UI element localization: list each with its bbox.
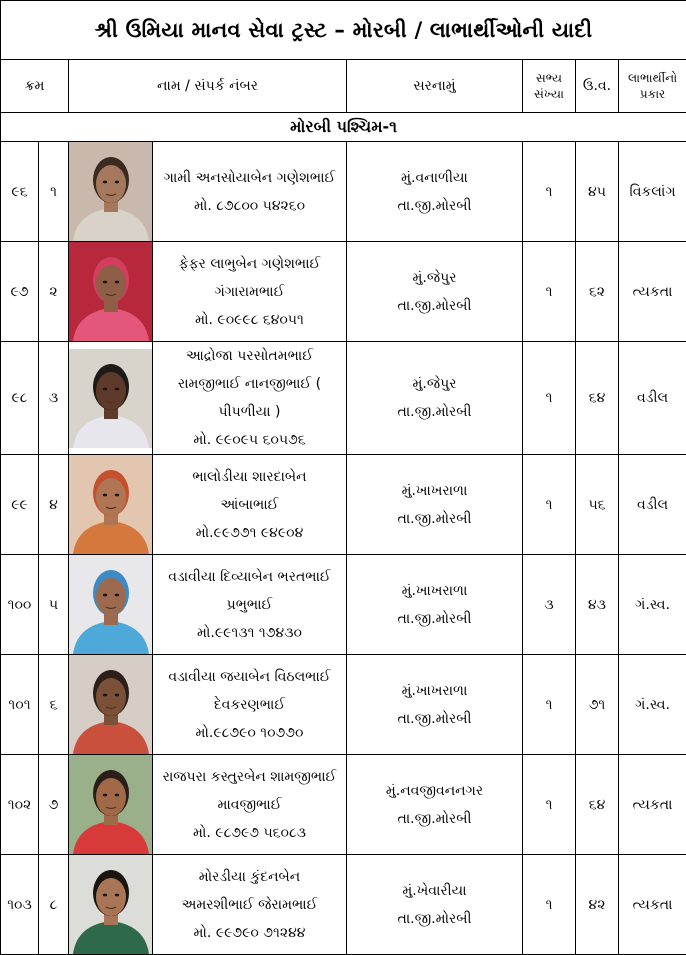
age: ૫૬ — [576, 455, 619, 555]
name-line: મો. ૯૯૭૯૦ ૭૧૨૪૪ — [157, 919, 342, 947]
name-line: મો.૯૮૭૯૦ ૧૦૭૭૦ — [157, 719, 342, 747]
sub-number: ૩ — [39, 342, 69, 455]
address — [347, 342, 523, 455]
name-line: રામજીભાઈ નાનજીભાઈ ( — [157, 370, 342, 398]
address-line: મું.ખાખરાળા — [347, 577, 522, 605]
address-line: મું.ખેવારીયા — [347, 877, 522, 905]
sub-number: ૭ — [39, 755, 69, 855]
name-line: મો.૯૯૧૩૧ ૧૭૪૩૦ — [157, 619, 342, 647]
sub-number: ૪ — [39, 455, 69, 555]
address-line: મું.જેપુર — [347, 370, 522, 398]
name-line: દેવકરણભાઈ — [157, 691, 342, 719]
age: ૬૪ — [576, 755, 619, 855]
address-line: તા.જી.મોરબી — [347, 192, 522, 220]
name-contact — [153, 342, 347, 455]
member-count: ૧ — [523, 455, 576, 555]
member-count: ૧ — [523, 342, 576, 455]
address-line: તા.જી.મોરબી — [347, 292, 522, 320]
name-line: ભાલોડીયા શારદાબેન — [157, 463, 342, 491]
beneficiary-type: વિકલાંગ — [619, 142, 686, 242]
sub-number: ૫ — [39, 555, 69, 655]
name-line: મો.૯૯૭૭૧ ૯૪૯૦૪ — [157, 519, 342, 547]
name-line: આદ્રોજા પરસોતમભાઈ — [157, 342, 342, 370]
header-address: સરનામું — [347, 60, 523, 113]
serial-number: ૯૭ — [1, 242, 39, 342]
beneficiary-type: ત્યકતા — [619, 755, 686, 855]
address-line: મું.નવજીવનનગર — [347, 777, 522, 805]
header-members: સભ્ય સંખ્યા — [523, 60, 576, 113]
name-line: પ્રભુભાઈ — [157, 591, 342, 619]
name-line: રાજપરા કસ્તુરબેન શામજીભાઈ — [157, 763, 342, 791]
age: ૬૨ — [576, 242, 619, 342]
name-contact — [153, 142, 347, 242]
address-line: મું.ખાખરાળા — [347, 677, 522, 705]
header-age: ઉ.વ. — [576, 60, 619, 113]
address-line: તા.જી.મોરબી — [347, 605, 522, 633]
table-row — [1, 342, 686, 455]
sub-number: ૬ — [39, 655, 69, 755]
address — [347, 455, 523, 555]
portrait-photo — [69, 755, 153, 854]
address-line: તા.જી.મોરબી — [347, 805, 522, 833]
header-row — [1, 60, 686, 113]
section-heading: મોરબી પશ્ચિમ-૧ — [1, 113, 686, 142]
beneficiary-type: વડીલ — [619, 455, 686, 555]
name-line: ગંગારામભાઈ — [157, 278, 342, 306]
name-line: પીપળીયા ) — [157, 398, 342, 426]
photo-cell — [69, 755, 153, 855]
age: ૪૨ — [576, 855, 619, 955]
address-line: તા.જી.મોરબી — [347, 505, 522, 533]
age: ૪૫ — [576, 142, 619, 242]
table-row — [1, 555, 686, 655]
portrait-photo — [69, 455, 153, 554]
serial-number: ૯૯ — [1, 455, 39, 555]
page-title: શ્રી ઉમિયા માનવ સેવા ટ્રસ્ટ – મોરબી / લાભાર્થીઓની યાદી — [1, 1, 686, 60]
table-row — [1, 755, 686, 855]
name-contact — [153, 855, 347, 955]
header-serial: ક્રમ — [1, 60, 69, 113]
address — [347, 242, 523, 342]
address — [347, 855, 523, 955]
name-line: વડાવીયા જયાબેન વિઠલભાઈ — [157, 663, 342, 691]
portrait-photo — [69, 655, 153, 754]
beneficiary-type: ત્યકતા — [619, 242, 686, 342]
name-line: આંબાભાઈ — [157, 491, 342, 519]
name-contact — [153, 242, 347, 342]
name-line: માવજીભાઈ — [157, 791, 342, 819]
photo-cell — [69, 342, 153, 455]
sub-number: ૮ — [39, 855, 69, 955]
serial-number: ૯૬ — [1, 142, 39, 242]
name-contact — [153, 555, 347, 655]
member-count: ૧ — [523, 855, 576, 955]
address-line: તા.જી.મોરબી — [347, 398, 522, 426]
portrait-photo — [69, 855, 153, 954]
name-contact — [153, 455, 347, 555]
name-line: મો. ૯૯૦૯૫ ૬૦૫૭૬ — [157, 426, 342, 454]
age: ૭૧ — [576, 655, 619, 755]
address-line: મું.વનાળીયા — [347, 164, 522, 192]
serial-number: ૧૦૦ — [1, 555, 39, 655]
age: ૬૪ — [576, 342, 619, 455]
address — [347, 142, 523, 242]
name-contact — [153, 655, 347, 755]
table-row — [1, 455, 686, 555]
header-name: નામ / સંપર્ક નંબર — [69, 60, 347, 113]
name-contact — [153, 755, 347, 855]
beneficiary-type: ગં.સ્વ. — [619, 655, 686, 755]
portrait-photo — [69, 555, 153, 654]
age: ૪૩ — [576, 555, 619, 655]
name-line: ગામી અનસોયાબેન ગણેશભાઈ — [157, 164, 342, 192]
serial-number: ૧૦૨ — [1, 755, 39, 855]
name-line: વડાવીયા દિવ્યાબેન ભરતભાઈ — [157, 563, 342, 591]
table-row — [1, 142, 686, 242]
sub-number: ૧ — [39, 142, 69, 242]
portrait-photo — [69, 142, 153, 241]
beneficiary-type: ગં.સ્વ. — [619, 555, 686, 655]
address-line: મું.ખાખરાળા — [347, 477, 522, 505]
portrait-photo — [69, 242, 153, 341]
member-count: ૧ — [523, 142, 576, 242]
name-line: મો. ૮૭૮૦૦ ૫૪૨૬૦ — [157, 192, 342, 220]
member-count: ૧ — [523, 655, 576, 755]
photo-cell — [69, 655, 153, 755]
photo-cell — [69, 855, 153, 955]
portrait-photo — [69, 349, 153, 448]
name-line: ફેફર લાભુબેન ગણેશભાઈ — [157, 250, 342, 278]
table-row — [1, 655, 686, 755]
member-count: ૩ — [523, 555, 576, 655]
serial-number: ૧૦૧ — [1, 655, 39, 755]
member-count: ૧ — [523, 242, 576, 342]
sub-number: ૨ — [39, 242, 69, 342]
header-type: લાભાર્થીનો પ્રકાર — [619, 60, 686, 113]
name-line: મો. ૯૮૭૯૭ ૫૬૦૮૩ — [157, 819, 342, 847]
address-line: તા.જી.મોરબી — [347, 905, 522, 933]
serial-number: ૧૦૩ — [1, 855, 39, 955]
serial-number: ૯૮ — [1, 342, 39, 455]
table-row — [1, 242, 686, 342]
address — [347, 755, 523, 855]
photo-cell — [69, 455, 153, 555]
photo-cell — [69, 142, 153, 242]
beneficiary-type: ત્યકતા — [619, 855, 686, 955]
photo-cell — [69, 555, 153, 655]
name-line: અમરશીભાઈ જેરામભાઈ — [157, 891, 342, 919]
table-row — [1, 855, 686, 955]
address-line: મું.જેપુર — [347, 264, 522, 292]
member-count: ૧ — [523, 755, 576, 855]
address-line: તા.જી.મોરબી — [347, 705, 522, 733]
name-line: મોરડીયા કુંદનબેન — [157, 863, 342, 891]
beneficiary-type: વડીલ — [619, 342, 686, 455]
photo-cell — [69, 242, 153, 342]
address — [347, 555, 523, 655]
address — [347, 655, 523, 755]
name-line: મો. ૯૦૯૯૮ ૬૪૦૫૧ — [157, 306, 342, 334]
